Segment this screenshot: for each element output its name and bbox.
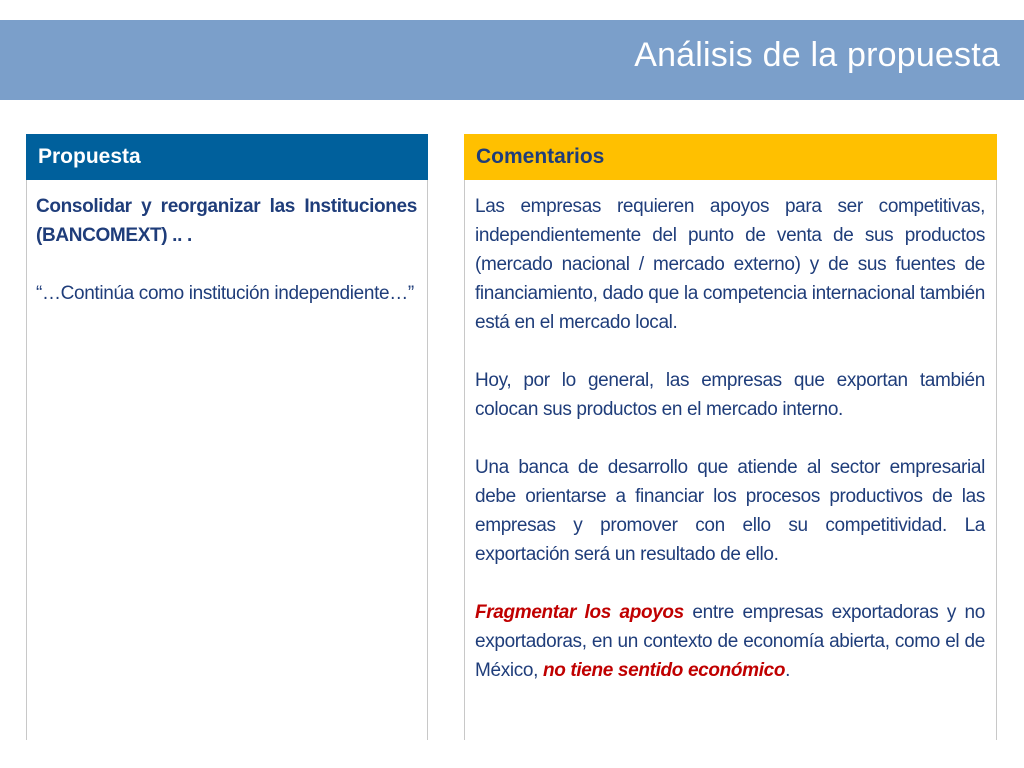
comment-paragraph-4-middle: entre empresas exportadoras y no exportadoras, en un contexto de economía abierta, como el de México, bbox=[475, 602, 985, 681]
page-title: Análisis de la propuesta bbox=[634, 36, 1000, 74]
comment-paragraph-4 bbox=[475, 598, 985, 685]
propuesta-header: Propuesta bbox=[26, 134, 428, 180]
emphasis-fragmentar: Fragmentar los apoyos bbox=[475, 602, 684, 623]
proposal-quote: “…Continúa como institución independiente…” bbox=[36, 283, 414, 304]
comment-paragraph-1: Las empresas requieren apoyos para ser competitivas, independientemente del punto de venta de sus productos (mercado nacional / mercado externo) y de sus fuentes de financiamiento, dado que la competencia internacional también está en el mercado local. bbox=[475, 196, 985, 333]
title-bar bbox=[0, 20, 1024, 100]
comment-paragraph-2: Hoy, por lo general, las empresas que exportan también colocan sus productos en el mercado interno. bbox=[475, 370, 985, 420]
comentarios-header: Comentarios bbox=[464, 134, 997, 180]
comentarios-panel bbox=[464, 180, 997, 740]
propuesta-panel bbox=[26, 180, 428, 740]
comment-paragraph-4-end: . bbox=[785, 660, 791, 681]
comment-paragraph-3: Una banca de desarrollo que atiende al sector empresarial debe orientarse a financiar los procesos productivos de las empresas y promover con ello su competitividad. La exportación será un resultado de ello. bbox=[475, 457, 985, 565]
emphasis-sin-sentido: no tiene sentido económico bbox=[542, 660, 786, 681]
proposal-heading: Consolidar y reorganizar las Instituciones (BANCOMEXT) .. . bbox=[36, 196, 417, 246]
